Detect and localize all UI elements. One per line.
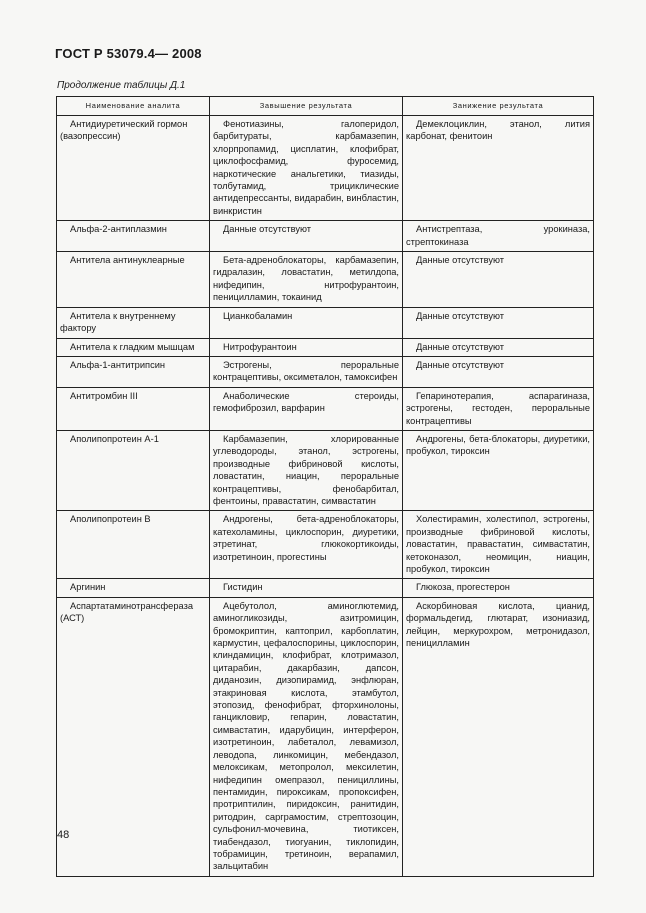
- analyte-cell: Аполипопротеин В: [57, 511, 210, 579]
- increase-cell: Фенотиазины, галоперидол, барбитураты, карбамазепин, хлорпропамид, цисплатин, клофибрат, циклофосфамид, фуросемид, наркотические анальгетики, тиазиды, толбутамид, трициклические антидепрессанты, видарабин, винбластин, винкристин: [210, 116, 403, 221]
- increase-cell: Гистидин: [210, 579, 403, 597]
- analyte-cell: Альфа-1-антитрипсин: [57, 356, 210, 387]
- decrease-cell: Гепаринотерапия, аспарагиназа, эстрогены, гестоден, пероральные контрацептивы: [403, 387, 594, 430]
- table-header-row: [57, 97, 594, 116]
- increase-cell: Эстрогены, пероральные контрацептивы, оксиметалон, тамоксифен: [210, 356, 403, 387]
- table-row: [57, 597, 594, 876]
- analyte-cell: Аполипопротеин А-1: [57, 430, 210, 510]
- analyte-cell: Антитела к гладким мышцам: [57, 338, 210, 356]
- table-row: [57, 252, 594, 308]
- decrease-cell: Глюкоза, прогестерон: [403, 579, 594, 597]
- interference-table: [56, 96, 594, 877]
- increase-cell: Карбамазепин, хлорированные углеводороды, этанол, эстрогены, производные фибриновой кислоты, ловастатин, ниацин, пероральные контрацептивы, фенобарбитал, фентоины, правастатин, симвастатин: [210, 430, 403, 510]
- table-row: [57, 430, 594, 510]
- increase-cell: Цианкобаламин: [210, 307, 403, 338]
- increase-cell: Ацебутолол, аминоглютемид, аминогликозиды, азитромицин, бромокриптин, каптоприл, карбоплатин, кармустин, цефалоспорины, циклоспорин, клиндамицин, клофибрат, клотримазол, цитарабин, дакарбазин, дапсон, диданозин, дизопирамид, энфлюран, этакриновая кислота, этамбутол, этопозид, фенофибрат, фторхинолоны, ганцикловир, гепарин, ловастатин, симвастатин, идарубицин, интерферон, изотретиноин, лабеталол, левамизол, леводопа, линкомицин, мебендазол, мелоксикам, метопролол, мексилетин, нифедипин омепразол, пенициллины, пентамидин, пироксикам, пропоксифен, протриптилин, пиридоксин, ранитидин, ритодрин, сарграмостим, стрептозоцин, сульфонил-мочевина, тиотиксен, тиабендазол, тиогуанин, тиклопидин, тобрамицин, третиноин, верапамил, зальцитабин: [210, 597, 403, 876]
- decrease-cell: Данные отсутствуют: [403, 338, 594, 356]
- table-row: [57, 116, 594, 221]
- increase-cell: Бета-адреноблокаторы, карбамазепин, гидралазин, ловастатин, метилдопа, нифедипин, нитрофурантоин, пеницилламин, токаинид: [210, 252, 403, 308]
- analyte-cell: Аргинин: [57, 579, 210, 597]
- increase-cell: Анаболические стероиды, гемофиброзил, варфарин: [210, 387, 403, 430]
- analyte-cell: Альфа-2-антиплазмин: [57, 221, 210, 252]
- analyte-cell: Аспартатаминотрансфераза (АСТ): [57, 597, 210, 876]
- increase-cell: Нитрофурантоин: [210, 338, 403, 356]
- table-continuation-note: Продолжение таблицы Д.1: [57, 80, 186, 91]
- decrease-cell: Демеклоциклин, этанол, лития карбонат, фенитоин: [403, 116, 594, 221]
- table-row: [57, 356, 594, 387]
- analyte-cell: Антитела антинуклеарные: [57, 252, 210, 308]
- increase-cell: Данные отсутствуют: [210, 221, 403, 252]
- analyte-cell: Антитела к внутреннему фактору: [57, 307, 210, 338]
- decrease-cell: Данные отсутствуют: [403, 307, 594, 338]
- table-row: [57, 387, 594, 430]
- table-row: [57, 338, 594, 356]
- column-header-analyte: Наименование аналита: [57, 97, 210, 116]
- analyte-cell: Антитромбин III: [57, 387, 210, 430]
- table-row: [57, 307, 594, 338]
- decrease-cell: Антистрептаза, урокиназа, стрептокиназа: [403, 221, 594, 252]
- decrease-cell: Данные отсутствуют: [403, 356, 594, 387]
- table-row: [57, 511, 594, 579]
- table-row: [57, 579, 594, 597]
- document-header: ГОСТ Р 53079.4— 2008: [55, 46, 202, 61]
- table-row: [57, 221, 594, 252]
- decrease-cell: Аскорбиновая кислота, цианид, формальдегид, глютарат, изониазид, лейцин, меркурохром, метронидазол, пеницилламин: [403, 597, 594, 876]
- analyte-cell: Антидиуретический гормон (вазопрессин): [57, 116, 210, 221]
- column-header-decrease: Занижение результата: [403, 97, 594, 116]
- increase-cell: Андрогены, бета-адреноблокаторы, катехоламины, циклоспорин, диуретики, этретинат, глюкокортикоиды, изотретиноин, прогестины: [210, 511, 403, 579]
- decrease-cell: Андрогены, бета-блокаторы, диуретики, пробукол, тироксин: [403, 430, 594, 510]
- column-header-increase: Завышение результата: [210, 97, 403, 116]
- page-number: 48: [57, 829, 70, 841]
- decrease-cell: Данные отсутствуют: [403, 252, 594, 308]
- decrease-cell: Холестирамин, холестипол, эстрогены, производные фибриновой кислоты, ловастатин, правастатин, симвастатин, кетоконазол, неомицин, ниацин, пробукол, тироксин: [403, 511, 594, 579]
